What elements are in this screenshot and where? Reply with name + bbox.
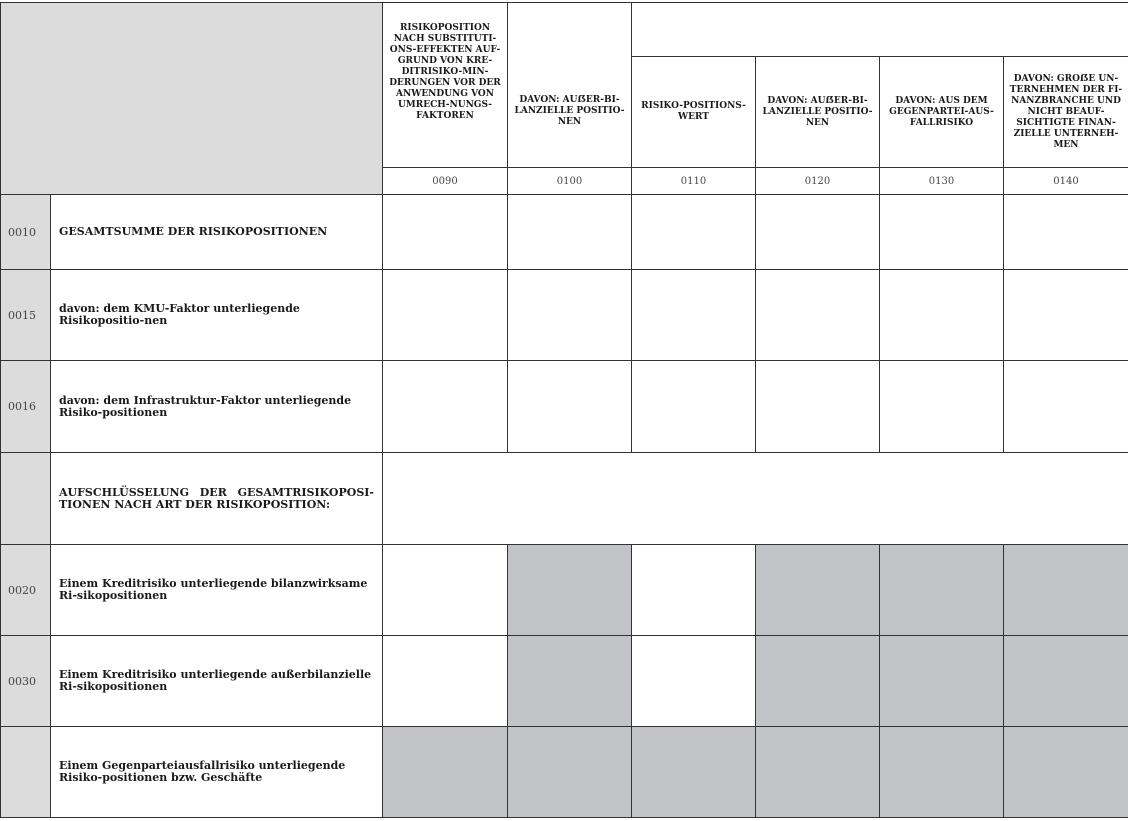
shaded-cell xyxy=(1004,636,1128,727)
shaded-cell xyxy=(756,545,880,636)
header-group-spacer-2 xyxy=(632,3,1128,57)
data-cell[interactable] xyxy=(632,361,756,453)
data-cell[interactable] xyxy=(632,545,756,636)
column-code-0130: 0130 xyxy=(880,168,1004,195)
table-row xyxy=(1,636,1128,727)
shaded-cell xyxy=(508,545,632,636)
data-cell[interactable] xyxy=(880,361,1004,453)
shaded-cell xyxy=(880,636,1004,727)
shaded-cell xyxy=(756,727,880,818)
row-code: 0015 xyxy=(1,270,51,361)
row-code xyxy=(1,727,51,818)
shaded-cell xyxy=(508,636,632,727)
data-cell[interactable] xyxy=(508,195,632,270)
column-code-0090: 0090 xyxy=(383,168,508,195)
section-heading-label: AUFSCHLÜSSELUNG DER GESAMTRISIKOPOSI-TIONEN NACH ART DER RISIKOPOSITION: xyxy=(51,453,383,545)
header-group-spacer-1 xyxy=(508,3,632,57)
data-cell[interactable] xyxy=(383,270,508,361)
header-col-0100: DAVON: AUẞER-BI-LANZIELLE POSITIO-NEN xyxy=(508,57,632,168)
data-cell[interactable] xyxy=(756,361,880,453)
table-row xyxy=(1,270,1128,361)
row-code: 0016 xyxy=(1,361,51,453)
data-cell[interactable] xyxy=(880,270,1004,361)
data-cell[interactable] xyxy=(1004,195,1128,270)
shaded-cell xyxy=(880,727,1004,818)
shaded-cell xyxy=(508,727,632,818)
column-code-0120: 0120 xyxy=(756,168,880,195)
row-label: GESAMTSUMME DER RISIKOPOSITIONEN xyxy=(51,195,383,270)
header-col-0110: RISIKO-POSITIONS-WERT xyxy=(632,57,756,168)
row-label: Einem Kreditrisiko unterliegende bilanzwirksame Ri-sikopositionen xyxy=(51,545,383,636)
section-heading-spacer xyxy=(383,453,1128,545)
table-row xyxy=(1,195,1128,270)
table-row xyxy=(1,545,1128,636)
row-code: 0010 xyxy=(1,195,51,270)
row-label: davon: dem Infrastruktur-Faktor unterliegende Risiko-positionen xyxy=(51,361,383,453)
row-label: Einem Kreditrisiko unterliegende außerbilanzielle Ri-sikopositionen xyxy=(51,636,383,727)
row-label: davon: dem KMU-Faktor unterliegende Risikopositio-nen xyxy=(51,270,383,361)
shaded-cell xyxy=(1004,545,1128,636)
data-cell[interactable] xyxy=(756,270,880,361)
data-cell[interactable] xyxy=(508,270,632,361)
shaded-cell xyxy=(632,727,756,818)
shaded-cell xyxy=(756,636,880,727)
data-cell[interactable] xyxy=(1004,361,1128,453)
reporting-template-table xyxy=(0,2,1128,818)
header-stub-cell xyxy=(1,3,383,195)
data-cell[interactable] xyxy=(383,545,508,636)
header-col-0120: DAVON: AUẞER-BI-LANZIELLE POSITIO-NEN xyxy=(756,57,880,168)
table-row xyxy=(1,361,1128,453)
header-col-0130: DAVON: AUS DEM GEGENPARTEI-AUS-FALLRISIKO xyxy=(880,57,1004,168)
row-code: 0030 xyxy=(1,636,51,727)
section-heading-row xyxy=(1,453,1128,545)
data-cell[interactable] xyxy=(383,361,508,453)
data-cell[interactable] xyxy=(756,195,880,270)
header-col-0140: DAVON: GROẞE UN-TERNEHMEN DER FI-NANZBRANCHE UND NICHT BEAUF-SICHTIGTE FINAN-ZIELLE UNTERNEH-MEN xyxy=(1004,57,1128,168)
data-cell[interactable] xyxy=(632,195,756,270)
data-cell[interactable] xyxy=(880,195,1004,270)
header-col-0090: RISIKOPOSITION NACH SUBSTITUTI-ONS-EFFEKTEN AUF-GRUND VON KRE-DITRISIKO-MIN-DERUNGEN VOR DER ANWENDUNG VON UMRECH-NUNGS-FAKTOREN xyxy=(383,3,508,168)
data-cell[interactable] xyxy=(1004,270,1128,361)
data-cell[interactable] xyxy=(383,636,508,727)
data-cell[interactable] xyxy=(383,195,508,270)
data-cell[interactable] xyxy=(632,636,756,727)
column-code-0100: 0100 xyxy=(508,168,632,195)
column-code-0140: 0140 xyxy=(1004,168,1128,195)
column-code-0110: 0110 xyxy=(632,168,756,195)
shaded-cell xyxy=(383,727,508,818)
shaded-cell xyxy=(1004,727,1128,818)
shaded-cell xyxy=(880,545,1004,636)
row-code xyxy=(1,453,51,545)
row-label: Einem Gegenparteiausfallrisiko unterliegende Risiko-positionen bzw. Geschäfte xyxy=(51,727,383,818)
data-cell[interactable] xyxy=(508,361,632,453)
table-row xyxy=(1,727,1128,818)
data-cell[interactable] xyxy=(632,270,756,361)
row-code: 0020 xyxy=(1,545,51,636)
